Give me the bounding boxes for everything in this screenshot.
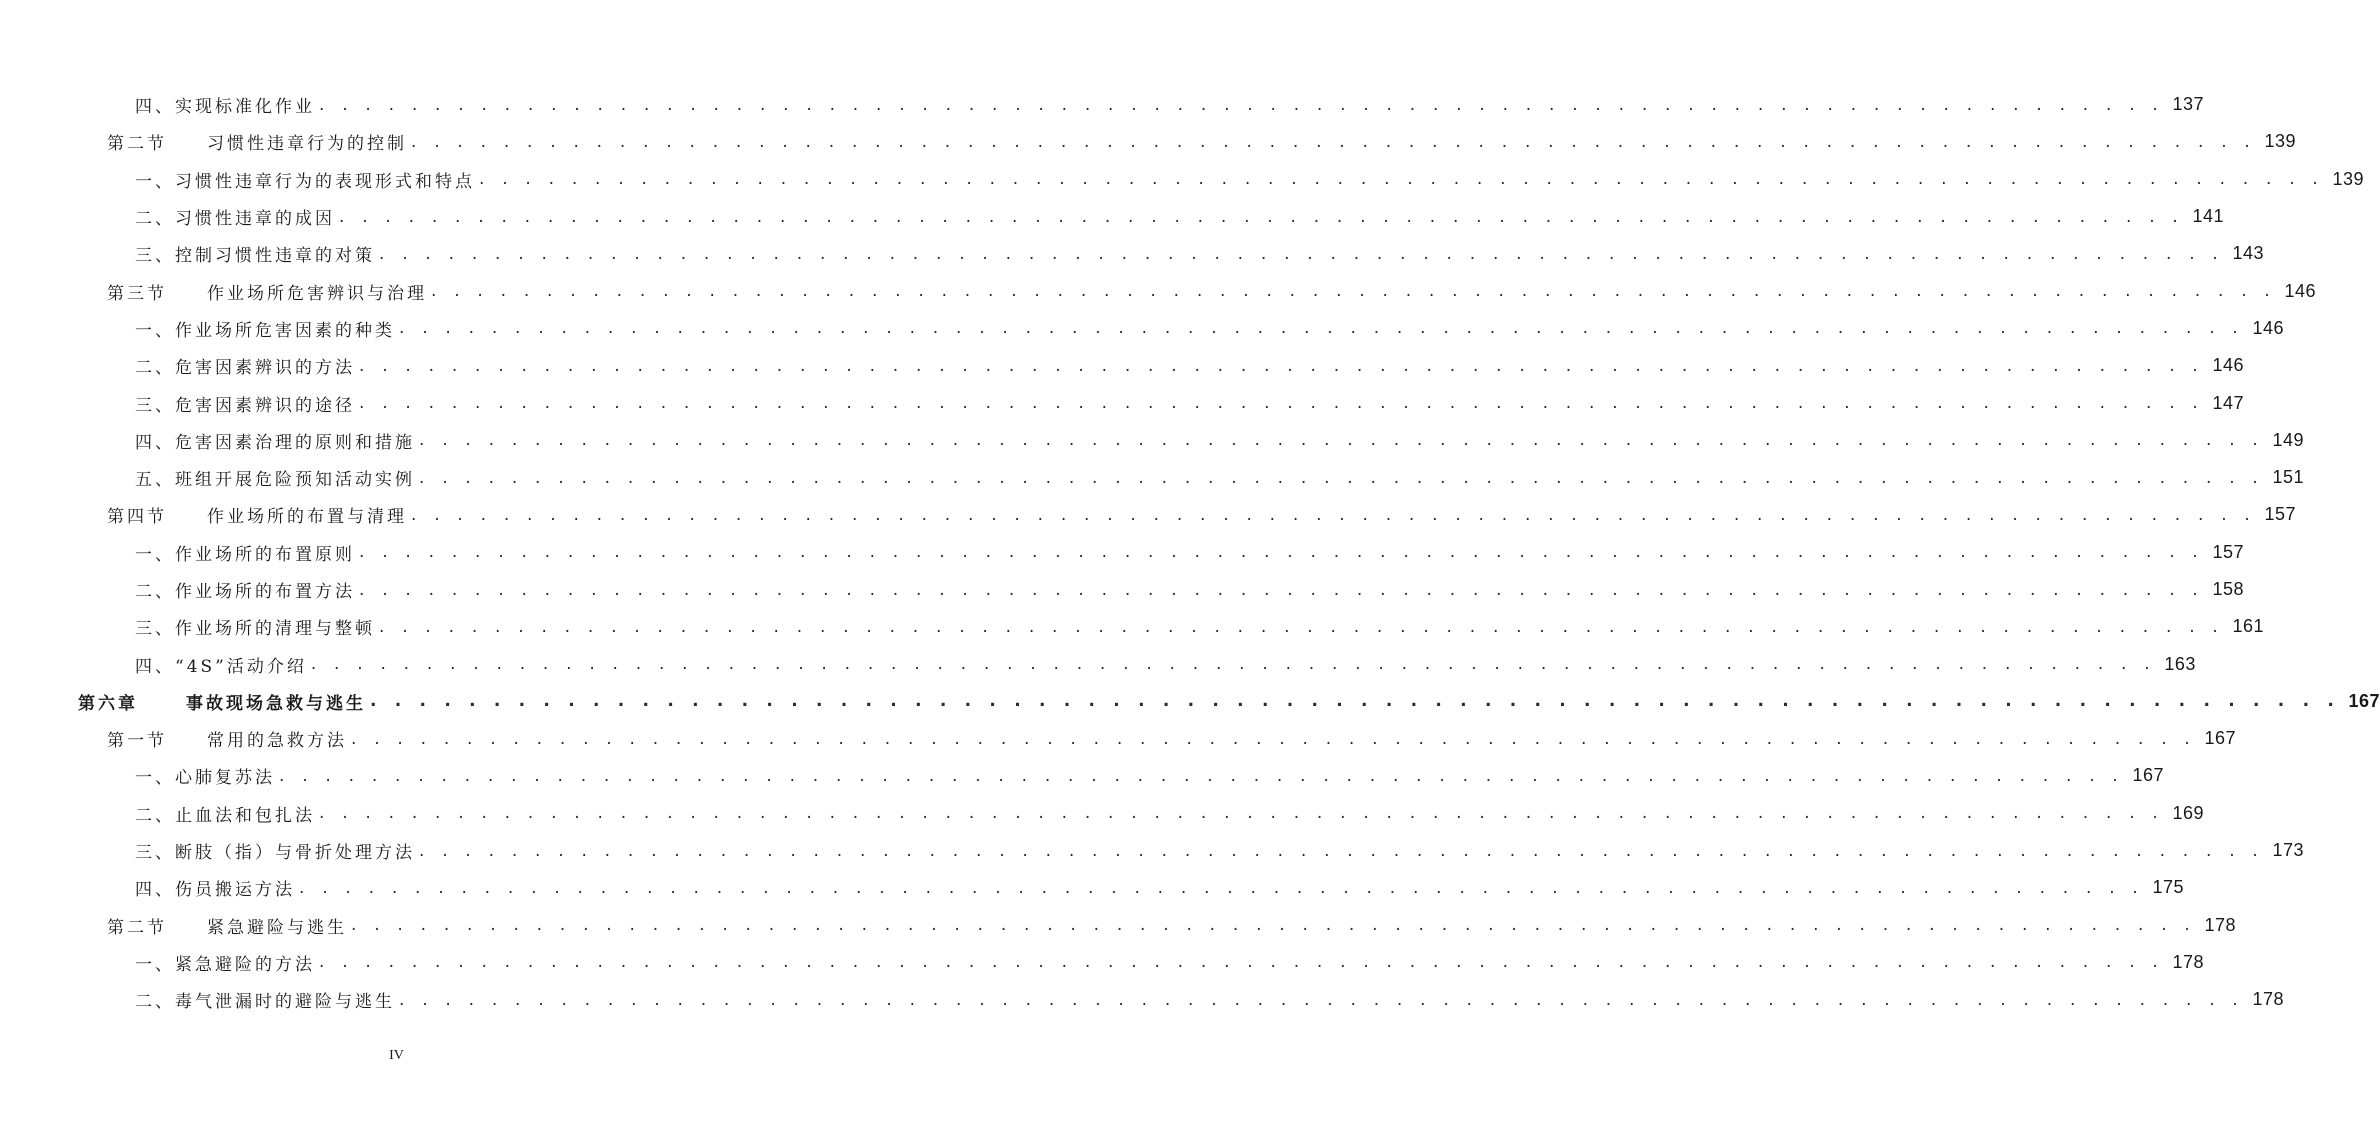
toc-entry-number: 一、 <box>135 768 175 789</box>
toc-entry-title: 习惯性违章行为的表现形式和特点 <box>175 171 475 192</box>
toc-entry-number: 二、 <box>135 209 175 230</box>
toc-entry-item[interactable] <box>0 645 2196 682</box>
dot-leader: . . . . . . . . . . . . . . . . . . . . . . . . . . . . . . . . . . . . . . . . . . . . . . . . . . . . . . . . . . . . . . . . . . . . . . . . . . . . . . . . <box>411 131 2257 152</box>
toc-entry-item[interactable] <box>0 235 2265 272</box>
toc-entry-title: 事故现场急救与逃生 <box>186 693 366 714</box>
toc-entry-number: 二、 <box>135 805 175 826</box>
toc-entry-page: 158 <box>2212 579 2245 599</box>
dot-leader: . . . . . . . . . . . . . . . . . . . . . . . . . . . . . . . . . . . . . . . . . . . . . . . . . . . . . . . . . . . . . . . . . . . . . . . . . . . . . . . . <box>299 877 2145 898</box>
toc-entry-page: 167 <box>2204 728 2237 749</box>
toc-entry-label <box>135 428 415 453</box>
toc-entry-label <box>135 204 335 229</box>
toc-entry-title: 实现标准化作业 <box>175 97 315 118</box>
toc-entry-item[interactable] <box>0 459 2305 496</box>
toc-entry-page: 178 <box>2252 989 2285 1010</box>
toc-entry-number: 第二节 <box>107 917 167 938</box>
toc-entry-page: 146 <box>2212 355 2245 376</box>
toc-entry-page: 167 <box>2132 765 2165 786</box>
toc-entry-number: 第三节 <box>107 283 167 304</box>
toc-entry-label <box>135 875 295 900</box>
toc-entry-number: 第六章 <box>78 693 138 714</box>
toc-entry-page: 139 <box>2332 168 2365 189</box>
toc-entry-title: 止血法和包扎法 <box>175 805 315 826</box>
dot-leader: . . . . . . . . . . . . . . . . . . . . . . . . . . . . . . . . . . . . . . . . . . . . . . . . . . . . . . . . . . . . . . . . . . . . . . . . . . . . . . . . <box>419 430 2265 451</box>
toc-entry-number: 二、 <box>135 358 175 379</box>
toc-entry-title: “4S”活动介绍 <box>175 656 307 677</box>
toc-entry-number: 三、 <box>135 619 175 640</box>
dot-leader: . . . . . . . . . . . . . . . . . . . . . . . . . . . . . . . . . . . . . . . . . . . . . . . . . . . . . . . . . . . . . . . . . . . . . . . . . . . . . . . . <box>351 728 2197 749</box>
toc-entry-page: 137 <box>2172 94 2205 115</box>
toc-entry-title: 伤员搬运方法 <box>175 880 295 901</box>
toc-entry-title: 心肺复苏法 <box>175 768 275 789</box>
toc-entry-title: 常用的急救方法 <box>207 731 347 752</box>
toc-entry-page: 147 <box>2212 392 2245 413</box>
toc-entry-item[interactable] <box>0 86 2205 123</box>
toc-entry-item[interactable] <box>0 832 2305 869</box>
toc-entry-label <box>135 987 395 1012</box>
dot-leader: . . . . . . . . . . . . . . . . . . . . . . . . . . . . . . . . . . . . . . . . . . . . . . . . . . . . . . . . . . . . . . . . . . . . . . . . . . . . . . . . <box>419 467 2265 488</box>
toc-entry-number: 第二节 <box>107 134 167 155</box>
dot-leader: . . . . . . . . . . . . . . . . . . . . . . . . . . . . . . . . . . . . . . . . . . . . . . . . . . . . . . . . . . . . . . . . . . . . . . . . . . . . . . . . <box>431 281 2277 302</box>
toc-entry-number: 四、 <box>135 656 175 677</box>
toc-entry-number: 一、 <box>135 171 175 192</box>
toc-entry-section[interactable] <box>0 123 2297 160</box>
toc-entry-chapter[interactable] <box>0 683 2380 720</box>
toc-entry-label <box>135 652 307 677</box>
toc-entry-page: 151 <box>2272 467 2305 488</box>
toc-entry-title: 作业场所危害辨识与治理 <box>207 283 427 304</box>
toc-entry-title: 班组开展危险预知活动实例 <box>175 470 415 491</box>
toc-entry-label <box>107 726 347 751</box>
toc-entry-page: 157 <box>2212 541 2245 562</box>
toc-entry-item[interactable] <box>0 161 2365 198</box>
toc-entry-item[interactable] <box>0 384 2245 421</box>
dot-leader: . . . . . . . . . . . . . . . . . . . . . . . . . . . . . . . . . . . . . . . . . . . . . . . . . . . . . . . . . . . . . . . . . . . . . . . . . . . . . . . . <box>319 94 2165 115</box>
toc-entry-label <box>78 689 366 714</box>
toc-entry-label <box>135 838 415 863</box>
dot-leader: . . . . . . . . . . . . . . . . . . . . . . . . . . . . . . . . . . . . . . . . . . . . . . . . . . . . . . . . . . . . . . . . . . . . . . . . . . . . . . . . <box>399 989 2245 1010</box>
dot-leader: . . . . . . . . . . . . . . . . . . . . . . . . . . . . . . . . . . . . . . . . . . . . . . . . . . . . . . . . . . . . . . . . . . . . . . . . . . . . . . . . <box>379 243 2225 264</box>
toc-entry-page: 149 <box>2272 429 2305 450</box>
dot-leader: . . . . . . . . . . . . . . . . . . . . . . . . . . . . . . . . . . . . . . . . . . . . . . . . . . . . . . . . . . . . . . . . . . . . . . . . . . . . . . . . <box>319 803 2165 824</box>
toc-entry-number: 一、 <box>135 954 175 975</box>
toc-entry-item[interactable] <box>0 869 2185 906</box>
toc-entry-page: 157 <box>2264 504 2297 525</box>
toc-entry-label <box>135 801 315 826</box>
toc-entry-title: 毒气泄漏时的避险与逃生 <box>175 992 395 1013</box>
toc-entry-number: 四、 <box>135 97 175 118</box>
toc-entry-title: 紧急避险的方法 <box>175 954 315 975</box>
dot-leader: . . . . . . . . . . . . . . . . . . . . . . . . . . . . . . . . . . . . . . . . . . . . . . . . . . . . . . . . . . . . . . . . . . . . . . . . . . . . . . . . <box>319 952 2165 973</box>
toc-entry-page: 173 <box>2272 840 2305 861</box>
toc-entry-number: 四、 <box>135 880 175 901</box>
toc-entry-page: 139 <box>2264 131 2297 152</box>
toc-entry-item[interactable] <box>0 534 2245 571</box>
toc-entry-item[interactable] <box>0 347 2245 384</box>
toc-entry-title: 习惯性违章的成因 <box>175 209 335 230</box>
toc-entry-label <box>135 540 355 565</box>
toc-entry-number: 第一节 <box>107 731 167 752</box>
toc-entry-title: 危害因素辨识的途径 <box>175 395 355 416</box>
toc-entry-label <box>135 614 375 639</box>
toc-entry-label <box>107 913 347 938</box>
toc-entry-item[interactable] <box>0 944 2205 981</box>
toc-entry-page: 175 <box>2152 877 2185 898</box>
toc-entry-number: 一、 <box>135 320 175 341</box>
dot-leader: . . . . . . . . . . . . . . . . . . . . . . . . . . . . . . . . . . . . . . . . . . . . . . . . . . . . . . . . . . . . . . . . . . . . . . . . . . . . . . . . <box>359 542 2205 563</box>
toc-entry-title: 断肢（指）与骨折处理方法 <box>175 843 415 864</box>
toc-entry-section[interactable] <box>0 907 2237 944</box>
toc-entry-label <box>135 763 275 788</box>
toc-entry-label <box>107 129 407 154</box>
toc-entry-page: 178 <box>2172 951 2205 972</box>
toc-entry-page: 167 <box>2348 690 2380 711</box>
dot-leader: . . . . . . . . . . . . . . . . . . . . . . . . . . . . . . . . . . . . . . . . . . . . . . . . . . . . . . . . . . . . . . . . . . . . . . . . . . . . . . . . <box>479 169 2325 190</box>
dot-leader: . . . . . . . . . . . . . . . . . . . . . . . . . . . . . . . . . . . . . . . . . . . . . . . . . . . . . . . . . . . . . . . . . . . . . . . . . . . . . . . . <box>359 579 2205 600</box>
toc-entry-section[interactable] <box>0 720 2237 757</box>
toc-entry-number: 二、 <box>135 992 175 1013</box>
toc-entry-item[interactable] <box>0 422 2305 459</box>
toc-entry-title: 作业场所危害因素的种类 <box>175 320 395 341</box>
toc-entry-section[interactable] <box>0 496 2297 533</box>
toc-entry-page: 163 <box>2164 653 2196 674</box>
toc-entry-page: 161 <box>2232 616 2265 637</box>
toc-entry-number: 三、 <box>135 395 175 416</box>
toc-entry-item[interactable] <box>0 981 2285 1018</box>
toc-entry-number: 三、 <box>135 843 175 864</box>
dot-leader: . . . . . . . . . . . . . . . . . . . . . . . . . . . . . . . . . . . . . . . . . . . . . . . . . . . . . . . . . . . . . . . . . . . . . . . . . . . . . . . . <box>351 915 2197 936</box>
toc-entry-label <box>107 502 407 527</box>
toc-entry-title: 作业场所的清理与整顿 <box>175 619 375 640</box>
toc-entry-label <box>107 279 427 304</box>
toc-entry-title: 作业场所的布置与清理 <box>207 507 407 528</box>
dot-leader: . . . . . . . . . . . . . . . . . . . . . . . . . . . . . . . . . . . . . . . . . . . . . . . . . . . . . . . . . . . . . . . . . . . . . . . . . . . . . . . . <box>279 765 2125 786</box>
toc-entry-number: 四、 <box>135 432 175 453</box>
dot-leader: . . . . . . . . . . . . . . . . . . . . . . . . . . . . . . . . . . . . . . . . . . . . . . . . . . . . . . . . . . . . . . . . . . . . . . . . . . . . . . . . <box>379 616 2225 637</box>
toc-entry-label <box>135 92 315 117</box>
toc-entry-label <box>135 391 355 416</box>
dot-leader: . . . . . . . . . . . . . . . . . . . . . . . . . . . . . . . . . . . . . . . . . . . . . . . . . . . . . . . . . . . . . . . . . . . . . . . . . . . . . . . . <box>310 654 2156 675</box>
toc-entry-title: 紧急避险与逃生 <box>207 917 347 938</box>
dot-leader: . . . . . . . . . . . . . . . . . . . . . . . . . . . . . . . . . . . . . . . . . . . . . . . . . . . . . . . . . . . . . . . . . . . . . . . . . . . . . . . . <box>419 840 2265 861</box>
toc-entry-page: 169 <box>2172 802 2205 823</box>
toc-entry-title: 危害因素治理的原则和措施 <box>175 432 415 453</box>
toc-entry-page: 143 <box>2232 243 2265 264</box>
toc-entry-label <box>135 950 315 975</box>
toc-entry-label <box>135 167 475 192</box>
toc-entry-label <box>135 316 395 341</box>
toc-entry-label <box>135 465 415 490</box>
toc-entry-number: 二、 <box>135 582 175 602</box>
toc-entry-page: 141 <box>2192 206 2225 227</box>
table-of-contents <box>0 86 2380 1018</box>
toc-entry-title: 习惯性违章行为的控制 <box>207 134 407 155</box>
toc-entry-title: 危害因素辨识的方法 <box>175 358 355 379</box>
dot-leader: . . . . . . . . . . . . . . . . . . . . . . . . . . . . . . . . . . . . . . . . . . . . . . . . . . . . . . . . . . . . . . . . . . . . . . . . . . . . . . . . <box>411 504 2257 525</box>
toc-entry-section[interactable] <box>0 272 2317 309</box>
toc-entry-label <box>135 577 355 602</box>
toc-entry-item[interactable] <box>0 608 2265 645</box>
toc-entry-page: 146 <box>2284 280 2317 301</box>
toc-entry-title: 控制习惯性违章的对策 <box>175 246 375 267</box>
page-number: IV <box>389 1048 404 1063</box>
toc-entry-number: 五、 <box>135 470 175 491</box>
toc-entry-number: 一、 <box>135 544 175 565</box>
toc-entry-item[interactable] <box>0 310 2285 347</box>
dot-leader: . . . . . . . . . . . . . . . . . . . . . . . . . . . . . . . . . . . . . . . . . . . . . . . . . . . . . . . . . . . . . . . . . . . . . . . . . . . . . . . . <box>359 355 2205 376</box>
toc-entry-title: 作业场所的布置方法 <box>175 582 355 602</box>
dot-leader: . . . . . . . . . . . . . . . . . . . . . . . . . . . . . . . . . . . . . . . . . . . . . . . . . . . . . . . . . . . . . . . . . . . . . . . . . . . . . . . . <box>370 691 2340 712</box>
toc-entry-label <box>135 353 355 378</box>
toc-entry-item[interactable] <box>0 795 2205 832</box>
toc-entry-item[interactable] <box>0 757 2165 794</box>
toc-entry-label <box>135 241 375 266</box>
toc-entry-number: 第四节 <box>107 507 167 528</box>
toc-entry-title: 作业场所的布置原则 <box>175 544 355 565</box>
dot-leader: . . . . . . . . . . . . . . . . . . . . . . . . . . . . . . . . . . . . . . . . . . . . . . . . . . . . . . . . . . . . . . . . . . . . . . . . . . . . . . . . <box>359 393 2205 414</box>
toc-entry-page: 178 <box>2204 914 2237 935</box>
toc-entry-item[interactable] <box>0 198 2225 235</box>
toc-entry-item[interactable] <box>0 571 2245 608</box>
dot-leader: . . . . . . . . . . . . . . . . . . . . . . . . . . . . . . . . . . . . . . . . . . . . . . . . . . . . . . . . . . . . . . . . . . . . . . . . . . . . . . . . <box>339 206 2185 227</box>
dot-leader: . . . . . . . . . . . . . . . . . . . . . . . . . . . . . . . . . . . . . . . . . . . . . . . . . . . . . . . . . . . . . . . . . . . . . . . . . . . . . . . . <box>399 318 2245 339</box>
toc-entry-number: 三、 <box>135 246 175 267</box>
toc-entry-page: 146 <box>2252 317 2285 338</box>
